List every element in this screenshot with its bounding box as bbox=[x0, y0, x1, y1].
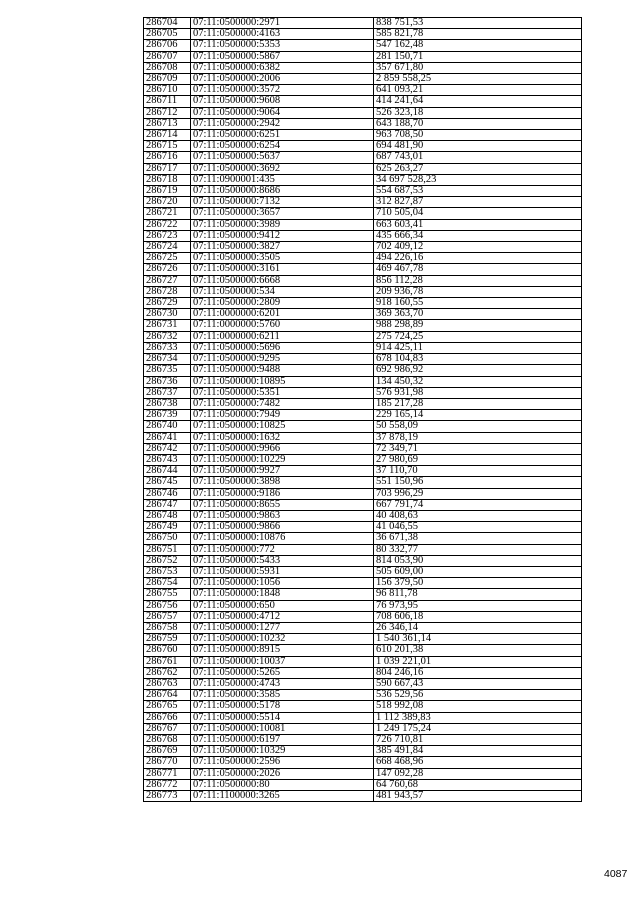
table-row bbox=[144, 96, 582, 107]
row-number-cell: 286707 bbox=[144, 51, 191, 62]
cadastral-value-cell: 814 053,90 bbox=[374, 555, 582, 566]
cadastral-number-cell: 07:11:0500000:7949 bbox=[191, 410, 374, 421]
row-number-cell: 286738 bbox=[144, 398, 191, 409]
table-row bbox=[144, 130, 582, 141]
table-row bbox=[144, 152, 582, 163]
row-number-cell: 286729 bbox=[144, 298, 191, 309]
cadastral-value-cell: 1 112 389,83 bbox=[374, 712, 582, 723]
row-number-cell: 286762 bbox=[144, 667, 191, 678]
table-row bbox=[144, 387, 582, 398]
row-number-cell: 286748 bbox=[144, 510, 191, 521]
cadastral-number-cell: 07:11:0900001:435 bbox=[191, 174, 374, 185]
cadastral-value-cell: 357 671,80 bbox=[374, 62, 582, 73]
cadastral-value-cell: 667 791,74 bbox=[374, 499, 582, 510]
table-row bbox=[144, 421, 582, 432]
cadastral-value-cell: 963 708,50 bbox=[374, 130, 582, 141]
table-row bbox=[144, 174, 582, 185]
table-row bbox=[144, 723, 582, 734]
cadastral-value-cell: 663 603,41 bbox=[374, 219, 582, 230]
cadastral-value-table bbox=[143, 17, 582, 802]
table-row bbox=[144, 40, 582, 51]
table-row bbox=[144, 488, 582, 499]
table-row bbox=[144, 219, 582, 230]
cadastral-number-cell: 07:11:0500000:7482 bbox=[191, 398, 374, 409]
cadastral-number-cell: 07:11:0500000:10876 bbox=[191, 533, 374, 544]
cadastral-number-cell: 07:11:0500000:3827 bbox=[191, 242, 374, 253]
cadastral-value-cell: 838 751,53 bbox=[374, 18, 582, 29]
cadastral-number-cell: 07:11:0500000:6197 bbox=[191, 735, 374, 746]
cadastral-number-cell: 07:11:0500000:80 bbox=[191, 779, 374, 790]
cadastral-number-cell: 07:11:0000000:5760 bbox=[191, 320, 374, 331]
table-row bbox=[144, 678, 582, 689]
cadastral-value-cell: 50 558,09 bbox=[374, 421, 582, 432]
cadastral-value-cell: 526 323,18 bbox=[374, 107, 582, 118]
cadastral-number-cell: 07:11:0500000:1632 bbox=[191, 432, 374, 443]
cadastral-value-cell: 988 298,89 bbox=[374, 320, 582, 331]
row-number-cell: 286773 bbox=[144, 791, 191, 802]
cadastral-number-cell: 07:11:0500000:6251 bbox=[191, 130, 374, 141]
cadastral-value-cell: 494 226,16 bbox=[374, 253, 582, 264]
table-row bbox=[144, 544, 582, 555]
table-row bbox=[144, 466, 582, 477]
table-row bbox=[144, 499, 582, 510]
row-number-cell: 286724 bbox=[144, 242, 191, 253]
cadastral-value-cell: 554 687,53 bbox=[374, 186, 582, 197]
cadastral-number-cell: 07:11:0500000:4163 bbox=[191, 29, 374, 40]
row-number-cell: 286734 bbox=[144, 354, 191, 365]
row-number-cell: 286715 bbox=[144, 141, 191, 152]
cadastral-value-cell: 856 112,28 bbox=[374, 275, 582, 286]
table-row bbox=[144, 18, 582, 29]
row-number-cell: 286770 bbox=[144, 757, 191, 768]
row-number-cell: 286750 bbox=[144, 533, 191, 544]
cadastral-number-cell: 07:11:0500000:2942 bbox=[191, 118, 374, 129]
table-row bbox=[144, 533, 582, 544]
table-row bbox=[144, 712, 582, 723]
cadastral-value-cell: 687 743,01 bbox=[374, 152, 582, 163]
cadastral-number-cell: 07:11:0500000:2026 bbox=[191, 768, 374, 779]
cadastral-number-cell: 07:11:1100000:3265 bbox=[191, 791, 374, 802]
row-number-cell: 286714 bbox=[144, 130, 191, 141]
cadastral-number-cell: 07:11:0500000:9863 bbox=[191, 510, 374, 521]
cadastral-value-cell: 209 936,78 bbox=[374, 286, 582, 297]
cadastral-number-cell: 07:11:0500000:5353 bbox=[191, 40, 374, 51]
cadastral-number-cell: 07:11:0500000:6668 bbox=[191, 275, 374, 286]
cadastral-number-cell: 07:11:0500000:5931 bbox=[191, 566, 374, 577]
row-number-cell: 286743 bbox=[144, 454, 191, 465]
cadastral-number-cell: 07:11:0500000:3572 bbox=[191, 85, 374, 96]
cadastral-value-cell: 2 859 558,25 bbox=[374, 74, 582, 85]
row-number-cell: 286716 bbox=[144, 152, 191, 163]
row-number-cell: 286732 bbox=[144, 331, 191, 342]
cadastral-number-cell: 07:11:0500000:9866 bbox=[191, 522, 374, 533]
cadastral-value-cell: 576 931,98 bbox=[374, 387, 582, 398]
cadastral-number-cell: 07:11:0500000:5351 bbox=[191, 387, 374, 398]
table-row bbox=[144, 376, 582, 387]
cadastral-number-cell: 07:11:0500000:10232 bbox=[191, 634, 374, 645]
table-row bbox=[144, 298, 582, 309]
cadastral-number-cell: 07:11:0500000:650 bbox=[191, 600, 374, 611]
row-number-cell: 286759 bbox=[144, 634, 191, 645]
cadastral-value-cell: 610 201,38 bbox=[374, 645, 582, 656]
table-row bbox=[144, 645, 582, 656]
row-number-cell: 286752 bbox=[144, 555, 191, 566]
table-row bbox=[144, 757, 582, 768]
row-number-cell: 286705 bbox=[144, 29, 191, 40]
row-number-cell: 286709 bbox=[144, 74, 191, 85]
page-number: 4087 bbox=[604, 868, 628, 880]
cadastral-value-cell: 185 217,28 bbox=[374, 398, 582, 409]
table-row bbox=[144, 398, 582, 409]
row-number-cell: 286720 bbox=[144, 197, 191, 208]
cadastral-value-cell: 641 093,21 bbox=[374, 85, 582, 96]
cadastral-number-cell: 07:11:0500000:10081 bbox=[191, 723, 374, 734]
row-number-cell: 286726 bbox=[144, 264, 191, 275]
cadastral-number-cell: 07:11:0500000:8655 bbox=[191, 499, 374, 510]
row-number-cell: 286751 bbox=[144, 544, 191, 555]
row-number-cell: 286725 bbox=[144, 253, 191, 264]
cadastral-number-cell: 07:11:0500000:7132 bbox=[191, 197, 374, 208]
cadastral-value-cell: 156 379,50 bbox=[374, 578, 582, 589]
cadastral-value-cell: 914 425,11 bbox=[374, 342, 582, 353]
cadastral-value-cell: 643 188,70 bbox=[374, 118, 582, 129]
cadastral-number-cell: 07:11:0500000:2809 bbox=[191, 298, 374, 309]
row-number-cell: 286740 bbox=[144, 421, 191, 432]
table-row bbox=[144, 735, 582, 746]
cadastral-number-cell: 07:11:0500000:9966 bbox=[191, 443, 374, 454]
row-number-cell: 286756 bbox=[144, 600, 191, 611]
cadastral-value-cell: 625 263,27 bbox=[374, 163, 582, 174]
row-number-cell: 286739 bbox=[144, 410, 191, 421]
cadastral-number-cell: 07:11:0500000:3585 bbox=[191, 690, 374, 701]
table-row bbox=[144, 320, 582, 331]
cadastral-value-cell: 80 332,77 bbox=[374, 544, 582, 555]
table-row bbox=[144, 555, 582, 566]
cadastral-value-cell: 27 980,69 bbox=[374, 454, 582, 465]
cadastral-value-cell: 34 697 528,23 bbox=[374, 174, 582, 185]
row-number-cell: 286741 bbox=[144, 432, 191, 443]
table-row bbox=[144, 230, 582, 241]
table-row bbox=[144, 589, 582, 600]
row-number-cell: 286765 bbox=[144, 701, 191, 712]
table-row bbox=[144, 163, 582, 174]
table-row bbox=[144, 62, 582, 73]
row-number-cell: 286771 bbox=[144, 768, 191, 779]
table-row bbox=[144, 197, 582, 208]
row-number-cell: 286742 bbox=[144, 443, 191, 454]
row-number-cell: 286761 bbox=[144, 656, 191, 667]
table-row bbox=[144, 634, 582, 645]
table-row bbox=[144, 791, 582, 802]
cadastral-number-cell: 07:11:0500000:1277 bbox=[191, 622, 374, 633]
cadastral-value-cell: 694 481,90 bbox=[374, 141, 582, 152]
cadastral-value-cell: 64 760,68 bbox=[374, 779, 582, 790]
cadastral-value-cell: 37 878,19 bbox=[374, 432, 582, 443]
cadastral-number-cell: 07:11:0500000:9927 bbox=[191, 466, 374, 477]
table-row bbox=[144, 29, 582, 40]
row-number-cell: 286736 bbox=[144, 376, 191, 387]
row-number-cell: 286717 bbox=[144, 163, 191, 174]
cadastral-value-cell: 918 160,55 bbox=[374, 298, 582, 309]
cadastral-number-cell: 07:11:0500000:9186 bbox=[191, 488, 374, 499]
cadastral-value-cell: 312 827,87 bbox=[374, 197, 582, 208]
cadastral-number-cell: 07:11:0500000:2971 bbox=[191, 18, 374, 29]
cadastral-value-cell: 518 992,08 bbox=[374, 701, 582, 712]
cadastral-number-cell: 07:11:0500000:3657 bbox=[191, 208, 374, 219]
table-row bbox=[144, 85, 582, 96]
row-number-cell: 286768 bbox=[144, 735, 191, 746]
table-row bbox=[144, 622, 582, 633]
cadastral-value-cell: 229 165,14 bbox=[374, 410, 582, 421]
row-number-cell: 286754 bbox=[144, 578, 191, 589]
cadastral-value-cell: 668 468,96 bbox=[374, 757, 582, 768]
cadastral-number-cell: 07:11:0500000:9295 bbox=[191, 354, 374, 365]
row-number-cell: 286718 bbox=[144, 174, 191, 185]
cadastral-number-cell: 07:11:0500000:3161 bbox=[191, 264, 374, 275]
row-number-cell: 286769 bbox=[144, 746, 191, 757]
cadastral-value-cell: 40 408,63 bbox=[374, 510, 582, 521]
row-number-cell: 286710 bbox=[144, 85, 191, 96]
cadastral-number-cell: 07:11:0500000:5696 bbox=[191, 342, 374, 353]
table-row bbox=[144, 746, 582, 757]
cadastral-value-cell: 536 529,56 bbox=[374, 690, 582, 701]
cadastral-value-cell: 147 092,28 bbox=[374, 768, 582, 779]
table-row bbox=[144, 275, 582, 286]
cadastral-number-cell: 07:11:0500000:6254 bbox=[191, 141, 374, 152]
cadastral-number-cell: 07:11:0500000:8915 bbox=[191, 645, 374, 656]
cadastral-value-cell: 1 039 221,01 bbox=[374, 656, 582, 667]
row-number-cell: 286764 bbox=[144, 690, 191, 701]
table-row bbox=[144, 286, 582, 297]
cadastral-value-cell: 585 821,78 bbox=[374, 29, 582, 40]
row-number-cell: 286723 bbox=[144, 230, 191, 241]
cadastral-value-cell: 275 724,25 bbox=[374, 331, 582, 342]
table-row bbox=[144, 566, 582, 577]
cadastral-number-cell: 07:11:0500000:4712 bbox=[191, 611, 374, 622]
row-number-cell: 286757 bbox=[144, 611, 191, 622]
row-number-cell: 286746 bbox=[144, 488, 191, 499]
cadastral-number-cell: 07:11:0500000:9064 bbox=[191, 107, 374, 118]
cadastral-value-cell: 1 249 175,24 bbox=[374, 723, 582, 734]
cadastral-value-cell: 505 609,00 bbox=[374, 566, 582, 577]
cadastral-number-cell: 07:11:0500000:10037 bbox=[191, 656, 374, 667]
row-number-cell: 286731 bbox=[144, 320, 191, 331]
cadastral-value-cell: 36 671,38 bbox=[374, 533, 582, 544]
cadastral-number-cell: 07:11:0500000:772 bbox=[191, 544, 374, 555]
cadastral-number-cell: 07:11:0500000:5514 bbox=[191, 712, 374, 723]
row-number-cell: 286721 bbox=[144, 208, 191, 219]
cadastral-value-cell: 96 811,78 bbox=[374, 589, 582, 600]
cadastral-value-cell: 134 450,32 bbox=[374, 376, 582, 387]
table-row bbox=[144, 365, 582, 376]
cadastral-number-cell: 07:11:0500000:5433 bbox=[191, 555, 374, 566]
row-number-cell: 286763 bbox=[144, 678, 191, 689]
cadastral-value-cell: 710 505,04 bbox=[374, 208, 582, 219]
cadastral-value-cell: 385 491,84 bbox=[374, 746, 582, 757]
table-row bbox=[144, 208, 582, 219]
cadastral-number-cell: 07:11:0000000:6201 bbox=[191, 309, 374, 320]
cadastral-number-cell: 07:11:0500000:2006 bbox=[191, 74, 374, 85]
cadastral-number-cell: 07:11:0500000:2596 bbox=[191, 757, 374, 768]
cadastral-number-cell: 07:11:0500000:3505 bbox=[191, 253, 374, 264]
cadastral-number-cell: 07:11:0500000:534 bbox=[191, 286, 374, 297]
table-row bbox=[144, 432, 582, 443]
cadastral-value-cell: 702 409,12 bbox=[374, 242, 582, 253]
cadastral-value-cell: 281 150,71 bbox=[374, 51, 582, 62]
table-row bbox=[144, 522, 582, 533]
row-number-cell: 286727 bbox=[144, 275, 191, 286]
cadastral-number-cell: 07:11:0500000:4743 bbox=[191, 678, 374, 689]
row-number-cell: 286737 bbox=[144, 387, 191, 398]
table-row bbox=[144, 141, 582, 152]
cadastral-value-cell: 547 162,48 bbox=[374, 40, 582, 51]
row-number-cell: 286735 bbox=[144, 365, 191, 376]
table-row bbox=[144, 779, 582, 790]
cadastral-value-cell: 692 986,92 bbox=[374, 365, 582, 376]
table-row bbox=[144, 578, 582, 589]
table-row bbox=[144, 331, 582, 342]
cadastral-number-cell: 07:11:0500000:10229 bbox=[191, 454, 374, 465]
cadastral-number-cell: 07:11:0500000:9608 bbox=[191, 96, 374, 107]
cadastral-value-cell: 590 667,43 bbox=[374, 678, 582, 689]
row-number-cell: 286728 bbox=[144, 286, 191, 297]
table-row bbox=[144, 342, 582, 353]
table-row bbox=[144, 51, 582, 62]
cadastral-number-cell: 07:11:0500000:5637 bbox=[191, 152, 374, 163]
table-row bbox=[144, 768, 582, 779]
cadastral-value-cell: 703 996,29 bbox=[374, 488, 582, 499]
cadastral-number-cell: 07:11:0500000:5178 bbox=[191, 701, 374, 712]
cadastral-number-cell: 07:11:0000000:6211 bbox=[191, 331, 374, 342]
table-row bbox=[144, 443, 582, 454]
row-number-cell: 286772 bbox=[144, 779, 191, 790]
cadastral-number-cell: 07:11:0500000:5867 bbox=[191, 51, 374, 62]
row-number-cell: 286744 bbox=[144, 466, 191, 477]
cadastral-value-cell: 481 943,57 bbox=[374, 791, 582, 802]
cadastral-number-cell: 07:11:0500000:10329 bbox=[191, 746, 374, 757]
row-number-cell: 286758 bbox=[144, 622, 191, 633]
row-number-cell: 286745 bbox=[144, 477, 191, 488]
row-number-cell: 286747 bbox=[144, 499, 191, 510]
table-row bbox=[144, 264, 582, 275]
table-row bbox=[144, 656, 582, 667]
table-row bbox=[144, 701, 582, 712]
row-number-cell: 286749 bbox=[144, 522, 191, 533]
cadastral-value-cell: 726 710,81 bbox=[374, 735, 582, 746]
table-row bbox=[144, 477, 582, 488]
table-row bbox=[144, 690, 582, 701]
row-number-cell: 286730 bbox=[144, 309, 191, 320]
table-row bbox=[144, 611, 582, 622]
cadastral-number-cell: 07:11:0500000:8686 bbox=[191, 186, 374, 197]
row-number-cell: 286713 bbox=[144, 118, 191, 129]
table-row bbox=[144, 107, 582, 118]
row-number-cell: 286755 bbox=[144, 589, 191, 600]
row-number-cell: 286733 bbox=[144, 342, 191, 353]
cadastral-number-cell: 07:11:0500000:1056 bbox=[191, 578, 374, 589]
cadastral-value-cell: 369 363,70 bbox=[374, 309, 582, 320]
cadastral-value-cell: 41 046,55 bbox=[374, 522, 582, 533]
cadastral-value-cell: 37 110,70 bbox=[374, 466, 582, 477]
cadastral-number-cell: 07:11:0500000:9412 bbox=[191, 230, 374, 241]
table-row bbox=[144, 253, 582, 264]
row-number-cell: 286719 bbox=[144, 186, 191, 197]
row-number-cell: 286767 bbox=[144, 723, 191, 734]
row-number-cell: 286760 bbox=[144, 645, 191, 656]
row-number-cell: 286711 bbox=[144, 96, 191, 107]
table-row bbox=[144, 186, 582, 197]
cadastral-value-cell: 435 666,34 bbox=[374, 230, 582, 241]
cadastral-value-cell: 72 349,71 bbox=[374, 443, 582, 454]
cadastral-number-cell: 07:11:0500000:10825 bbox=[191, 421, 374, 432]
cadastral-value-cell: 76 973,95 bbox=[374, 600, 582, 611]
cadastral-number-cell: 07:11:0500000:3989 bbox=[191, 219, 374, 230]
cadastral-number-cell: 07:11:0500000:1848 bbox=[191, 589, 374, 600]
cadastral-value-cell: 414 241,64 bbox=[374, 96, 582, 107]
table-row bbox=[144, 354, 582, 365]
cadastral-value-cell: 469 467,78 bbox=[374, 264, 582, 275]
row-number-cell: 286704 bbox=[144, 18, 191, 29]
table-row bbox=[144, 410, 582, 421]
table-row bbox=[144, 309, 582, 320]
cadastral-value-cell: 551 150,96 bbox=[374, 477, 582, 488]
table-row bbox=[144, 74, 582, 85]
row-number-cell: 286722 bbox=[144, 219, 191, 230]
cadastral-number-cell: 07:11:0500000:9488 bbox=[191, 365, 374, 376]
cadastral-number-cell: 07:11:0500000:10895 bbox=[191, 376, 374, 387]
cadastral-number-cell: 07:11:0500000:3692 bbox=[191, 163, 374, 174]
cadastral-number-cell: 07:11:0500000:6382 bbox=[191, 62, 374, 73]
table-row bbox=[144, 600, 582, 611]
row-number-cell: 286706 bbox=[144, 40, 191, 51]
row-number-cell: 286708 bbox=[144, 62, 191, 73]
table-row bbox=[144, 454, 582, 465]
cadastral-value-cell: 708 606,18 bbox=[374, 611, 582, 622]
row-number-cell: 286753 bbox=[144, 566, 191, 577]
cadastral-value-cell: 26 346,14 bbox=[374, 622, 582, 633]
table-row bbox=[144, 242, 582, 253]
cadastral-number-cell: 07:11:0500000:3898 bbox=[191, 477, 374, 488]
cadastral-value-cell: 1 540 361,14 bbox=[374, 634, 582, 645]
cadastral-number-cell: 07:11:0500000:5265 bbox=[191, 667, 374, 678]
row-number-cell: 286712 bbox=[144, 107, 191, 118]
table-body bbox=[144, 18, 582, 802]
row-number-cell: 286766 bbox=[144, 712, 191, 723]
cadastral-value-cell: 678 104,83 bbox=[374, 354, 582, 365]
table-row bbox=[144, 510, 582, 521]
table-row bbox=[144, 118, 582, 129]
cadastral-value-cell: 804 246,16 bbox=[374, 667, 582, 678]
table-row bbox=[144, 667, 582, 678]
